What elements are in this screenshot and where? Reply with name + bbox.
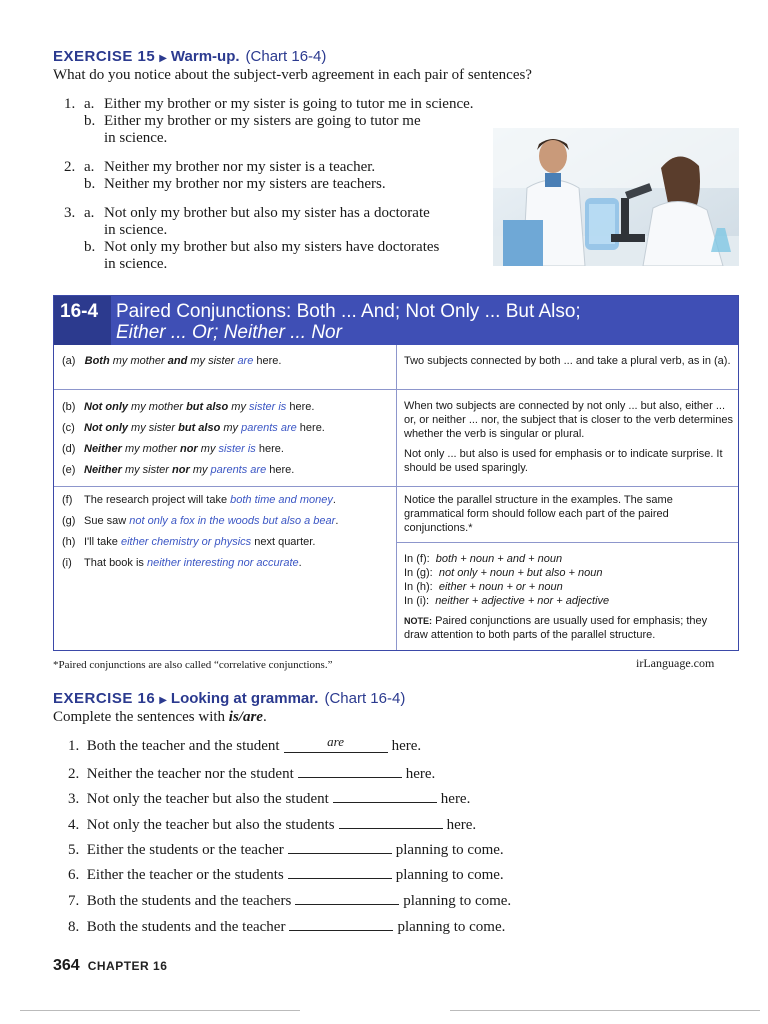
list-item (62, 421, 392, 435)
list-item: 2. a. Neither my brother nor my sister is a teacher. b. Neither my brother nor my sisters are teachers. (64, 159, 494, 193)
exercise-title: Warm-up. (170, 48, 240, 65)
exercise-number: EXERCISE 15 (53, 48, 156, 65)
conjunction: Both (84, 355, 110, 367)
list-item (62, 514, 392, 528)
exercise-title: Looking at grammar. (170, 690, 319, 707)
row-divider (54, 486, 738, 487)
example-label: (a) (62, 355, 76, 367)
sentence-a: Neither my brother nor my sister is a teacher. (104, 159, 376, 175)
answer-blank[interactable] (298, 763, 402, 778)
page-number: 364 (53, 957, 80, 974)
item-number: 6. (68, 867, 80, 883)
example-text: my mother (109, 355, 168, 367)
sentence-a: Not only my brother but also my sister has a doctorate (104, 205, 430, 221)
formula-text: either + noun + or + noun (438, 581, 563, 593)
instruction-text: Complete the sentences with (53, 709, 229, 725)
sentence-text: Not only the teacher but also the student (86, 791, 329, 807)
list-item (68, 890, 511, 910)
formula-label: In (h): (404, 581, 433, 593)
chart-title-line: Paired Conjunctions: Both ... And; Not Only ... But Also; (116, 301, 581, 322)
example-text: The research project will take (84, 494, 231, 506)
parallel-phrase: either chemistry or physics (120, 536, 252, 548)
list-item: 3. a. Not only my brother but also my sister has a doctorate in science. b. Not only my brother but also my sisters have doctorates in science. (64, 205, 494, 273)
example-text: here. (255, 443, 284, 455)
sentence-b: Not only my brother but also my sisters have doctorates (104, 239, 440, 255)
chart-title-line: Either ... Or; Neither ... Nor (116, 322, 342, 343)
sentence-b: Neither my brother nor my sisters are teachers. (104, 176, 386, 192)
formula-row (404, 594, 734, 608)
item-number: 1. (68, 738, 80, 754)
answer-blank[interactable] (333, 788, 437, 803)
example-text: here. (296, 422, 325, 434)
scientists-photo (493, 128, 739, 266)
verb-highlight: sister is (218, 443, 256, 455)
parallel-phrase: neither interesting nor accurate (146, 557, 299, 569)
list-item (68, 864, 504, 884)
chapter-label: CHAPTER 16 (87, 959, 168, 973)
item-number: 2. (64, 159, 76, 175)
example-text: my sister (121, 464, 173, 476)
triangle-icon: ▶ (159, 53, 167, 64)
example-text: here. (266, 464, 295, 476)
example-text: . (298, 557, 302, 569)
list-item (68, 788, 470, 808)
exercise-15-instruction: What do you notice about the subject-verb agreement in each pair of sentences? (53, 67, 532, 83)
answer-blank[interactable] (295, 890, 399, 905)
answer-blank[interactable] (288, 839, 392, 854)
example-a (62, 354, 392, 368)
conjunction: and (167, 355, 188, 367)
formula-text: neither + adjective + nor + adjective (435, 595, 610, 607)
formula-label: In (g): (404, 567, 433, 579)
sentence-text: Either the teacher or the students (86, 867, 284, 883)
item-number: 3. (64, 205, 76, 221)
sentence-end: planning to come. (403, 893, 512, 909)
example-text: my mother (121, 443, 180, 455)
exercise-16-heading (53, 690, 405, 707)
column-divider (396, 345, 397, 650)
conjunction: nor (179, 443, 198, 455)
conjunction: Neither (84, 443, 122, 455)
formula-row (404, 552, 734, 566)
grammar-chart (53, 295, 739, 651)
note-text: Paired conjunctions are usually used for emphasis; they draw attention to both parts of the parallel structure. (404, 615, 708, 641)
exercise-16-instruction (53, 709, 267, 726)
list-item (62, 535, 392, 549)
example-text: my (228, 401, 250, 413)
answer-text: are (327, 734, 345, 749)
explanation-f-i: Notice the parallel structure in the examples. The same grammatical form should follow each part of the paired conjunctions.* (404, 494, 673, 534)
item-number: 7. (68, 893, 80, 909)
instruction-text: . (262, 709, 267, 725)
page-footer (53, 957, 167, 975)
sentence-end: here. (440, 791, 471, 807)
parallel-phrase: not only a fox in the woods but also a bear (129, 515, 336, 527)
sentence-b: Either my brother or my sisters are going to tutor me (104, 113, 421, 129)
example-text: my (220, 422, 242, 434)
sentence-end: here. (391, 738, 422, 754)
formulas (404, 552, 734, 642)
list-item (68, 916, 505, 936)
example-text: my (197, 443, 219, 455)
formula-label: In (f): (404, 553, 430, 565)
example-label: (d) (62, 443, 76, 455)
examples-f-i (62, 493, 392, 577)
example-text: here. (286, 401, 315, 413)
sentence-text: Both the students and the teacher (86, 919, 286, 935)
sentence-end: planning to come. (395, 842, 504, 858)
verb-highlight: are (237, 355, 254, 367)
row-divider (54, 389, 738, 390)
conjunction: Not only (84, 401, 128, 413)
sentence-b-cont: in science. (104, 130, 168, 146)
verb-highlight: sister is (249, 401, 287, 413)
item-number: 4. (68, 817, 80, 833)
parallel-phrase: both time and money (230, 494, 333, 506)
explanation-text: When two subjects are connected by not only ... but also, either ... or, or neither ... nor, the subject that is closer to the verb determines whether the verb is singular or plural. (404, 400, 733, 440)
sentence-a: Either my brother or my sister is going to tutor me in science. (104, 96, 474, 112)
list-item (62, 442, 392, 456)
note (404, 614, 734, 642)
conjunction: nor (172, 464, 190, 476)
sentence-end: here. (405, 766, 436, 782)
item-number: 3. (68, 791, 80, 807)
example-label: (g) (62, 515, 76, 527)
formula-row (404, 580, 734, 594)
example-text: That book is (84, 557, 147, 569)
example-text: my sister (187, 355, 238, 367)
formula-label: In (i): (404, 595, 430, 607)
sentence-b-cont: in science. (104, 256, 168, 272)
sentence-text: Both the teacher and the student (86, 738, 280, 754)
note-label: NOTE: (404, 616, 432, 626)
footer-rule (450, 1010, 760, 1011)
list-item: 1. a. Either my brother or my sister is going to tutor me in science. b. Either my brother or my sisters are going to tutor me in science. (64, 96, 494, 147)
chart-title (116, 301, 581, 343)
exercise-15-heading (53, 48, 326, 65)
exercise-15-list (64, 96, 494, 283)
row-divider (396, 542, 738, 543)
example-text: my mother (128, 401, 187, 413)
sentence-end: here. (446, 817, 477, 833)
item-number: 1. (64, 96, 76, 112)
chart-reference: (Chart 16-4) (245, 48, 327, 65)
sentence-a-cont: in science. (104, 222, 168, 238)
example-text: . (332, 494, 336, 506)
verb-highlight: parents are (241, 422, 297, 434)
chart-number: 16-4 (54, 296, 111, 345)
answer-blank[interactable] (289, 916, 393, 931)
sentence-text: Neither the teacher nor the student (86, 766, 294, 782)
list-item (68, 763, 435, 783)
example-label: (b) (62, 401, 76, 413)
list-item (68, 814, 476, 834)
instruction-emphasis: is/are (228, 709, 263, 725)
example-text: Sue saw (84, 515, 130, 527)
example-label: (e) (62, 464, 76, 476)
example-text: my sister (128, 422, 179, 434)
answer-blank[interactable] (339, 814, 443, 829)
sentence-end: planning to come. (397, 919, 506, 935)
answer-blank[interactable] (288, 864, 392, 879)
explanation-b-e (404, 399, 734, 475)
list-item (68, 839, 504, 859)
list-item (68, 734, 422, 755)
chart-title-bar (54, 296, 738, 345)
item-number: 2. (68, 766, 80, 782)
exercise-number: EXERCISE 16 (53, 690, 156, 707)
footer-rule (20, 1010, 300, 1011)
list-item (62, 493, 392, 507)
example-text: I'll take (84, 536, 121, 548)
answer-blank[interactable] (284, 734, 388, 753)
example-label: (h) (62, 536, 76, 548)
example-text: here. (253, 355, 282, 367)
list-item (62, 556, 392, 570)
example-text: next quarter. (251, 536, 316, 548)
list-item (62, 463, 392, 477)
triangle-icon: ▶ (159, 695, 167, 706)
footnote: *Paired conjunctions are also called “correlative conjunctions.” (53, 659, 333, 671)
conjunction: but also (178, 422, 221, 434)
conjunction: Not only (84, 422, 128, 434)
example-label: (f) (62, 494, 73, 506)
explanation-a: Two subjects connected by both ... and take a plural verb, as in (a). (404, 355, 731, 367)
explanation-text: Not only ... but also is used for emphasis or to indicate surprise. It should be used sparingly. (404, 448, 723, 474)
verb-highlight: parents are (210, 464, 267, 476)
chart-reference: (Chart 16-4) (324, 690, 406, 707)
example-text: . (335, 515, 339, 527)
formula-text: not only + noun + but also + noun (438, 567, 603, 579)
sentence-text: Both the students and the teachers (86, 893, 292, 909)
site-watermark: irLanguage.com (636, 656, 715, 670)
sentence-text: Either the students or the teacher (86, 842, 284, 858)
example-label: (i) (62, 557, 72, 569)
conjunction: but also (186, 401, 229, 413)
sentence-text: Not only the teacher but also the students (86, 817, 335, 833)
list-item (62, 400, 392, 414)
formula-row (404, 566, 734, 580)
conjunction: Neither (84, 464, 122, 476)
item-number: 8. (68, 919, 80, 935)
item-number: 5. (68, 842, 80, 858)
examples-b-e (62, 400, 392, 484)
formula-text: both + noun + and + noun (435, 553, 563, 565)
example-label: (c) (62, 422, 75, 434)
sentence-end: planning to come. (395, 867, 504, 883)
example-text: my (189, 464, 211, 476)
